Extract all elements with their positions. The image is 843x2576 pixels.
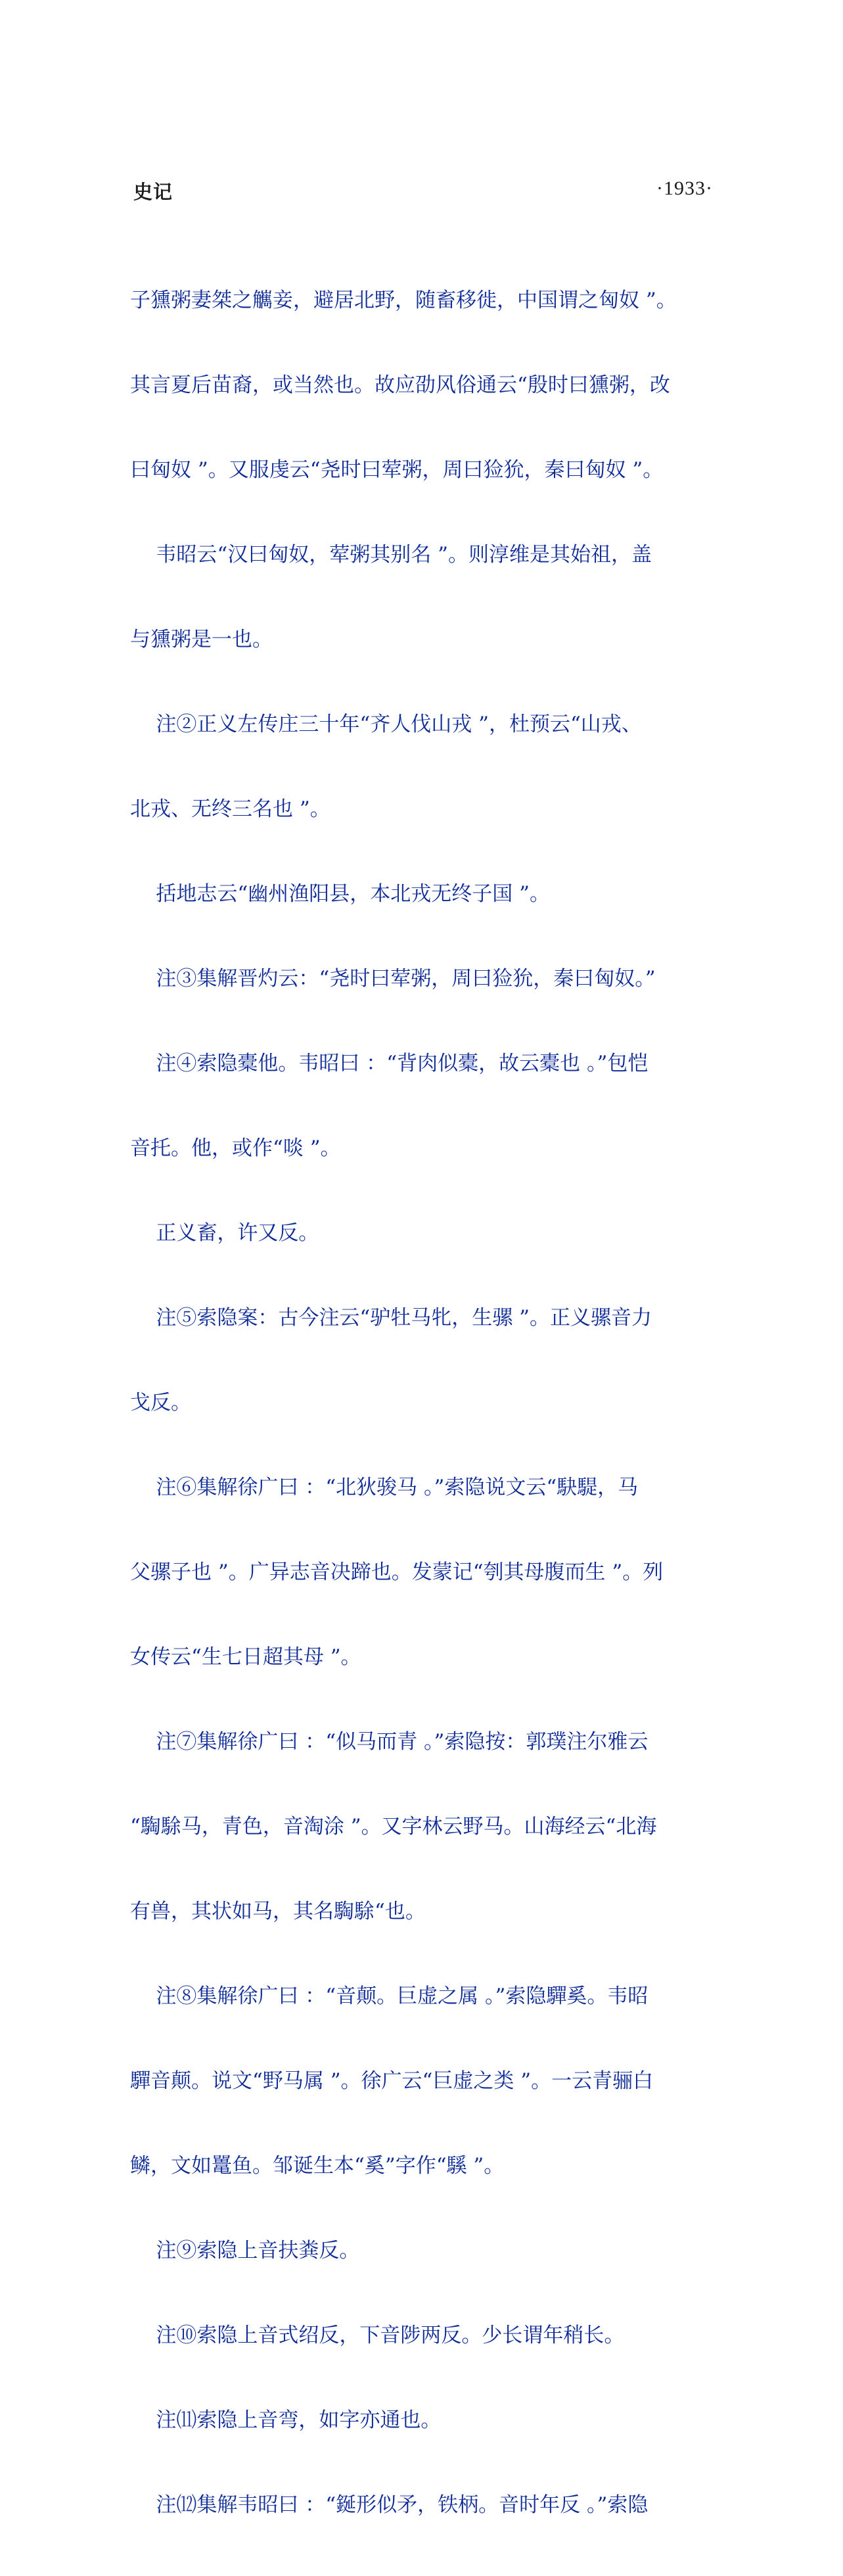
body-text: [130, 230, 716, 2576]
text-line: 注⑧集解徐广曰 ：“音颠。巨虚之属 。”索隐驒奚。韦昭: [130, 1984, 649, 2008]
text-line: 注②正义左传庄三十年“齐人伐山戎 ”，杜预云“山戎、: [130, 713, 642, 736]
text-line: 注⑾索隐上音弯，如字亦通也。: [130, 2408, 442, 2432]
text-line: 正义畜，许又反。: [130, 1221, 319, 1245]
text-line: 鳞，文如鼍鱼。邹诞生本“奚”字作“騱 ”。: [130, 2154, 505, 2178]
text-line: 子獯粥妻桀之觽妾，避居北野，随畜移徙，中国谓之匈奴 ”。: [130, 289, 677, 312]
text-line: 注⑩索隐上音式绍反，下音陟两反。少长谓年稍长。: [130, 2324, 625, 2347]
text-line: 注④索隐橐他。韦昭曰 ：“背肉似橐，故云橐也 。”包恺: [130, 1052, 649, 1075]
text-line: 音托。他，或作“啖 ”。: [130, 1136, 341, 1160]
text-line: 父骡子也 ”。广异志音决蹄也。发蒙记“刳其母腹而生 ”。列: [130, 1560, 664, 1584]
page-header: [133, 177, 713, 204]
text-line: 有兽，其状如马，其名騊駼“也。: [130, 1900, 426, 1923]
text-line: 韦昭云“汉曰匈奴，荤粥其别名 ”。则淳维是其始祖，盖: [130, 543, 652, 567]
text-line: 北戎、无终三名也 ”。: [130, 797, 330, 821]
text-line: 其言夏后苗裔，或当然也。故应劭风俗通云“殷时曰獯粥，改: [130, 373, 670, 397]
text-line: 女传云“生七日超其母 ”。: [130, 1645, 361, 1669]
text-line: “騊駼马，青色，音淘涂 ”。又字林云野马。山海经云“北海: [130, 1815, 657, 1838]
text-line: 驒音颠。说文“野马属 ”。徐广云“巨虚之类 ”。一云青骊白: [130, 2069, 654, 2093]
text-line: 注⑤索隐案：古今注云“驴牡马牝，生骡 ”。正义骡音力: [130, 1306, 652, 1330]
book-title: 史记: [133, 181, 173, 203]
text-line: 注⑿集解韦昭曰 ：“鋋形似矛，铁柄。音时年反 。”索隐: [130, 2493, 649, 2517]
text-line: 括地志云“幽州渔阳县，本北戎无终子国 ”。: [130, 882, 550, 906]
text-line: 注⑨索隐上音扶粪反。: [130, 2239, 360, 2262]
text-line: 注⑦集解徐广曰 ：“似马而青 。”索隐按：郭璞注尔雅云: [130, 1730, 649, 1754]
page-number: ·1933·: [656, 177, 713, 199]
text-line: 注③集解晋灼云：“尧时曰荤粥，周曰猃狁，秦曰匈奴。”: [130, 967, 656, 991]
text-line: 注⑥集解徐广曰 ：“北狄骏马 。”索隐说文云“駃騠，马: [130, 1476, 639, 1499]
text-line: 与獯粥是一也。: [130, 628, 273, 651]
text-line: 戈反。: [130, 1391, 191, 1415]
text-line: 曰匈奴 ”。又服虔云“尧时曰荤粥，周曰猃狁，秦曰匈奴 ”。: [130, 458, 664, 482]
